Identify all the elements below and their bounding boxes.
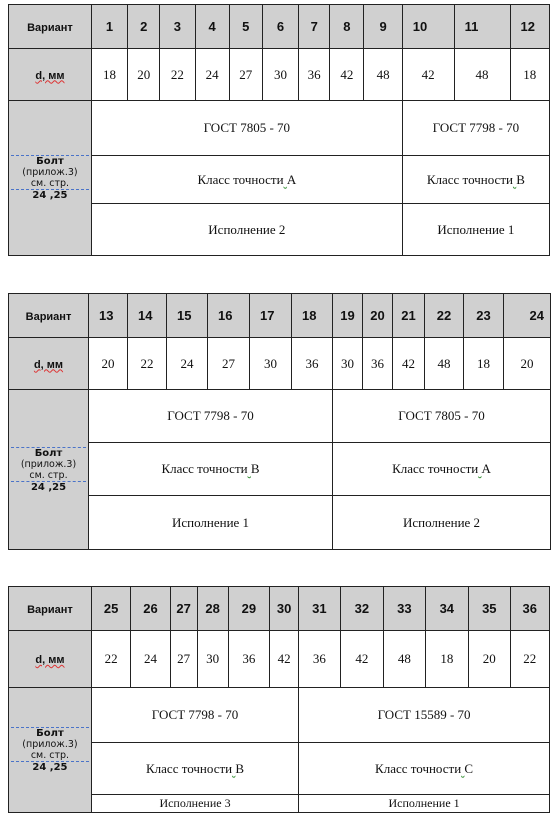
diameter-row bbox=[9, 49, 550, 101]
diameter-value: 48 bbox=[364, 49, 402, 101]
header-row bbox=[9, 587, 550, 631]
diameter-row bbox=[9, 631, 550, 688]
variant-number: 10 bbox=[402, 5, 454, 49]
gost-standard: ГОСТ 15589 - 70 bbox=[299, 688, 550, 743]
variant-header: Вариант bbox=[9, 5, 92, 49]
diameter-value: 27 bbox=[208, 338, 250, 390]
diameter-value: 18 bbox=[91, 49, 127, 101]
variant-number: 1 bbox=[91, 5, 127, 49]
bolt-label: Болт (прилож.3) см. стр. 24 ,25 bbox=[9, 101, 92, 256]
diameter-value: 22 bbox=[91, 631, 130, 688]
diameter-value: 22 bbox=[510, 631, 549, 688]
diameter-value: 48 bbox=[384, 631, 425, 688]
variant-number: 3 bbox=[160, 5, 195, 49]
diameter-value: 24 bbox=[167, 338, 208, 390]
variant-number: 9 bbox=[364, 5, 402, 49]
variant-number: 12 bbox=[510, 5, 549, 49]
variant-number: 36 bbox=[510, 587, 549, 631]
diameter-row bbox=[9, 338, 551, 390]
execution: Исполнение 2 bbox=[333, 496, 551, 550]
variant-number: 26 bbox=[131, 587, 170, 631]
diameter-value: 30 bbox=[250, 338, 292, 390]
diameter-value: 36 bbox=[292, 338, 333, 390]
accuracy-class: Класс точности В bbox=[402, 156, 549, 204]
diameter-value: 24 bbox=[195, 49, 229, 101]
bolt-label: Болт (прилож.3) см. стр. 24 ,25 bbox=[9, 390, 89, 550]
execution: Исполнение 1 bbox=[299, 795, 550, 813]
diameter-value: 18 bbox=[464, 338, 504, 390]
variant-number: 7 bbox=[299, 5, 330, 49]
diameter-value: 22 bbox=[160, 49, 195, 101]
gost-row bbox=[9, 390, 551, 443]
diameter-label: d, мм bbox=[9, 49, 92, 101]
diameter-label: d, мм bbox=[9, 631, 92, 688]
diameter-value: 42 bbox=[330, 49, 364, 101]
variants-table-1 bbox=[8, 4, 550, 256]
variant-number: 2 bbox=[128, 5, 160, 49]
diameter-value: 20 bbox=[504, 338, 551, 390]
variant-number: 32 bbox=[340, 587, 384, 631]
diameter-label: d, мм bbox=[9, 338, 89, 390]
header-row bbox=[9, 5, 550, 49]
gost-row bbox=[9, 688, 550, 743]
diameter-value: 36 bbox=[228, 631, 269, 688]
diameter-value: 27 bbox=[229, 49, 262, 101]
variants-table-3 bbox=[8, 586, 550, 813]
diameter-value: 20 bbox=[128, 49, 160, 101]
accuracy-class: Класс точности А bbox=[91, 156, 402, 204]
diameter-value: 48 bbox=[425, 338, 464, 390]
diameter-value: 30 bbox=[262, 49, 298, 101]
gost-standard: ГОСТ 7805 - 70 bbox=[91, 101, 402, 156]
variant-number: 34 bbox=[425, 587, 469, 631]
execution: Исполнение 2 bbox=[91, 204, 402, 256]
accuracy-class: Класс точности С bbox=[299, 743, 550, 795]
variant-number: 20 bbox=[363, 294, 393, 338]
diameter-value: 48 bbox=[454, 49, 510, 101]
variant-number: 5 bbox=[229, 5, 262, 49]
variant-number: 4 bbox=[195, 5, 229, 49]
variant-header: Вариант bbox=[9, 294, 89, 338]
diameter-value: 24 bbox=[131, 631, 170, 688]
diameter-value: 36 bbox=[299, 49, 330, 101]
variant-number: 19 bbox=[333, 294, 363, 338]
variant-number: 17 bbox=[250, 294, 292, 338]
variant-number: 27 bbox=[170, 587, 197, 631]
variant-number: 8 bbox=[330, 5, 364, 49]
variant-number: 25 bbox=[91, 587, 130, 631]
variant-number: 35 bbox=[469, 587, 510, 631]
variant-number: 13 bbox=[89, 294, 128, 338]
execution-row bbox=[9, 496, 551, 550]
variant-number: 24 bbox=[504, 294, 551, 338]
variants-table-2 bbox=[8, 293, 551, 550]
diameter-value: 36 bbox=[363, 338, 393, 390]
variant-number: 15 bbox=[167, 294, 208, 338]
gost-row bbox=[9, 101, 550, 156]
diameter-value: 42 bbox=[393, 338, 425, 390]
gost-standard: ГОСТ 7798 - 70 bbox=[91, 688, 298, 743]
gost-standard: ГОСТ 7805 - 70 bbox=[333, 390, 551, 443]
diameter-value: 20 bbox=[469, 631, 510, 688]
gost-standard: ГОСТ 7798 - 70 bbox=[402, 101, 549, 156]
diameter-value: 30 bbox=[333, 338, 363, 390]
diameter-value: 18 bbox=[510, 49, 549, 101]
diameter-value: 36 bbox=[299, 631, 340, 688]
diameter-value: 30 bbox=[197, 631, 228, 688]
variant-number: 18 bbox=[292, 294, 333, 338]
accuracy-class-row bbox=[9, 443, 551, 496]
accuracy-class: Класс точности А bbox=[333, 443, 551, 496]
variant-number: 21 bbox=[393, 294, 425, 338]
variant-number: 22 bbox=[425, 294, 464, 338]
accuracy-class: Класс точности В bbox=[91, 743, 298, 795]
diameter-value: 42 bbox=[270, 631, 299, 688]
variant-number: 33 bbox=[384, 587, 425, 631]
bolt-label: Болт (прилож.3) см. стр. 24 ,25 bbox=[9, 688, 92, 813]
variant-number: 6 bbox=[262, 5, 298, 49]
execution: Исполнение 1 bbox=[89, 496, 333, 550]
diameter-value: 42 bbox=[340, 631, 384, 688]
execution: Исполнение 1 bbox=[402, 204, 549, 256]
variant-number: 11 bbox=[454, 5, 510, 49]
accuracy-class: Класс точности В bbox=[89, 443, 333, 496]
diameter-value: 27 bbox=[170, 631, 197, 688]
diameter-value: 18 bbox=[425, 631, 469, 688]
variant-number: 30 bbox=[270, 587, 299, 631]
header-row bbox=[9, 294, 551, 338]
variant-number: 16 bbox=[208, 294, 250, 338]
execution: Исполнение 3 bbox=[91, 795, 298, 813]
variant-number: 23 bbox=[464, 294, 504, 338]
variant-number: 14 bbox=[128, 294, 167, 338]
variant-header: Вариант bbox=[9, 587, 92, 631]
variant-number: 31 bbox=[299, 587, 340, 631]
variant-number: 29 bbox=[228, 587, 269, 631]
diameter-value: 42 bbox=[402, 49, 454, 101]
diameter-value: 20 bbox=[89, 338, 128, 390]
diameter-value: 22 bbox=[128, 338, 167, 390]
gost-standard: ГОСТ 7798 - 70 bbox=[89, 390, 333, 443]
variant-number: 28 bbox=[197, 587, 228, 631]
